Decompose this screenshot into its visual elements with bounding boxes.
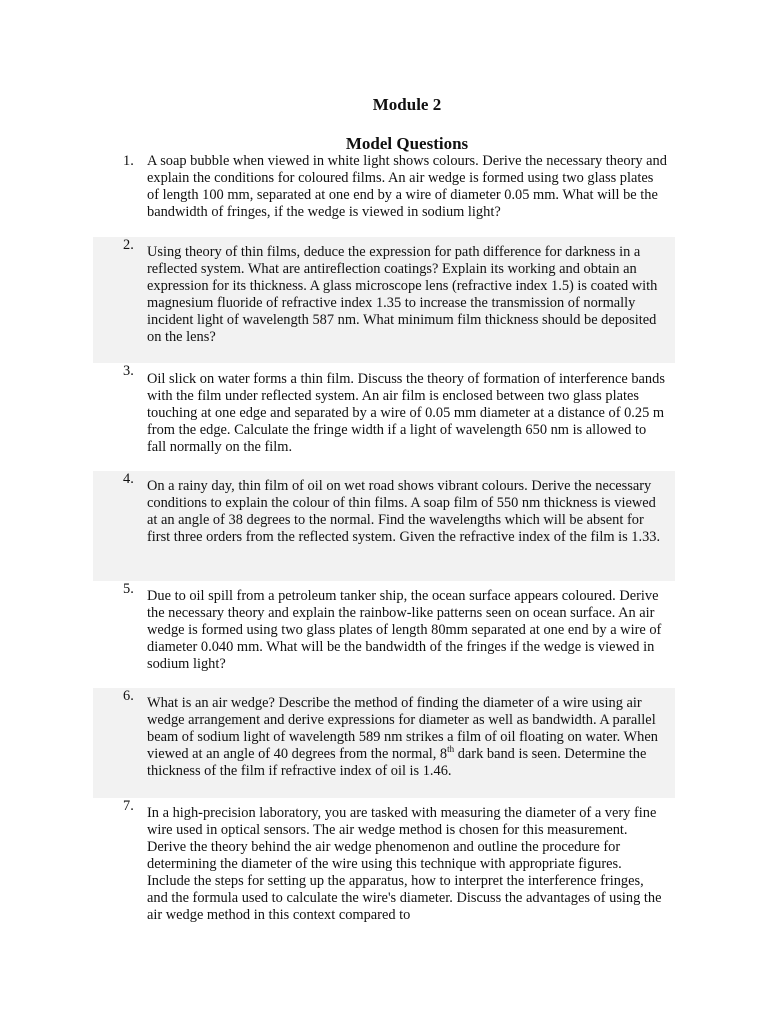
question-item <box>93 471 675 581</box>
question-number: 5. <box>123 581 134 597</box>
question-text <box>147 695 658 779</box>
question-number: 6. <box>123 688 134 704</box>
question-item <box>93 237 675 363</box>
question-text: A soap bubble when viewed in white light shows colours. Derive the necessary theory and explain the conditions for coloured films. An air wedge is formed using two glass plates of length 100 mm, separated at one end by a wire of diameter 0.05 mm. What will be the bandwidth of fringes, if the wedge is viewed in sodium light? <box>147 153 667 220</box>
question-item <box>93 363 675 471</box>
question-text-part: What is an air wedge? Describe the method of finding the diameter of a wire using air wedge arrangement and derive expressions for diameter as well as bandwidth. A parallel beam of sodium light of wavelength 589 nm strikes a film of oil floating on water. When viewed at an angle of 40 degrees from the normal, 8 <box>147 695 658 762</box>
question-item <box>93 798 675 938</box>
question-number: 1. <box>123 153 134 169</box>
question-text: On a rainy day, thin film of oil on wet road shows vibrant colours. Derive the necessary conditions to explain the colour of thin films. A soap film of 550 nm thickness is viewed at an angle of 38 degrees to the normal. Find the wavelengths which will be absent for first three orders from the reflected system. Given the refractive index of the film is 1.33. <box>147 478 661 545</box>
question-text: Oil slick on water forms a thin film. Discuss the theory of formation of interference bands with the film under reflected system. An air film is enclosed between two glass plates touching at one edge and separated by a wire of 0.05 mm diameter at a distance of 0.25 m from the edge. Calculate the fringe width if a light of wavelength 650 nm is allowed to fall normally on the film. <box>147 371 665 455</box>
question-text-part: dark band is seen. Determine the thickness of the film if refractive index of oil is 1.46. <box>147 746 647 779</box>
question-text: In a high-precision laboratory, you are tasked with measuring the diameter of a very fine wire used in optical sensors. The air wedge method is chosen for this measurement. Derive the theory behind the air wedge phenomenon and outline the procedure for determining the diameter of the wire using this technique with appropriate figures. Include the steps for setting up the apparatus, how to interpret the interference fringes, and the formula used to calculate the wire's diameter. Discuss the advantages of using the air wedge method in this context compared to <box>147 805 662 923</box>
question-number: 7. <box>123 798 134 814</box>
question-item <box>93 153 675 237</box>
question-number: 3. <box>123 363 134 379</box>
question-text: Due to oil spill from a petroleum tanker ship, the ocean surface appears coloured. Derive the necessary theory and explain the rainbow-like patterns seen on ocean surface. An air wedge is formed using two glass plates of length 80mm separated at one end by a wire of diameter 0.040 mm. What will be the bandwidth of the fringes if the wedge is viewed in sodium light? <box>147 588 662 672</box>
question-item <box>93 581 675 688</box>
module-title: Module 2 <box>372 95 442 114</box>
ordinal-superscript: th <box>447 744 455 755</box>
question-item <box>93 688 675 798</box>
question-list <box>93 153 675 938</box>
question-number: 2. <box>123 237 134 253</box>
question-text: Using theory of thin films, deduce the expression for path difference for darkness in a reflected system. What are antireflection coatings? Explain its working and obtain an expression for its thickness. A glass microscope lens (refractive index 1.5) is coated with magnesium fluoride of refractive index 1.35 to increase the transmission of normally incident light of wavelength 587 nm. What minimum film thickness should be deposited on the lens? <box>147 244 658 345</box>
question-number: 4. <box>123 471 134 487</box>
section-title: Model Questions <box>345 134 469 153</box>
